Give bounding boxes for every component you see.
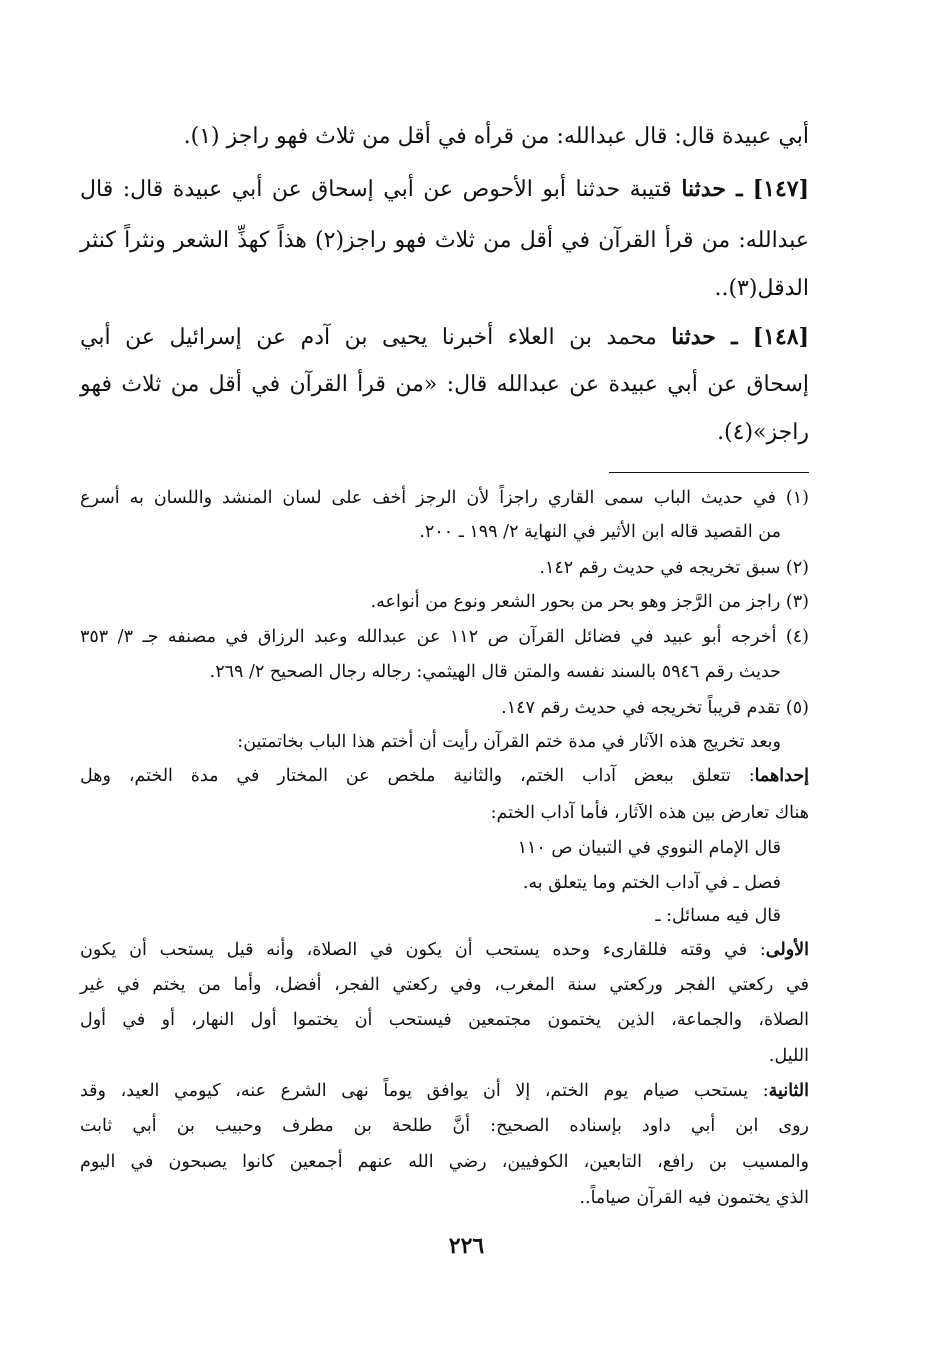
note-line xyxy=(80,766,809,786)
hadith-147-line xyxy=(80,176,809,202)
main-line-text: محمد بن العلاء أخبرنا يحيى بن آدم عن إسرائيل عن أبي xyxy=(80,325,672,350)
hadith-number: [١٤٨] ـ حدثنا xyxy=(671,324,809,350)
note-line xyxy=(80,940,809,960)
note-line: فصل ـ في آداب الختم وما يتعلق به. xyxy=(522,873,781,893)
note-line-text: : تتعلق ببعض آداب الختم، والثانية ملخص عن المختار في مدة الختم، وهل xyxy=(80,766,755,786)
note-line: في ركعتي الفجر وركعتي سنة المغرب، وفي ركعتي الفجر، أفضل، وأما من يختم في غير xyxy=(80,975,809,995)
note-line xyxy=(80,1081,809,1101)
main-line: إسحاق عن أبي عبيدة عن عبدالله قال: «من قرأ القرآن في أقل من ثلاث فهو xyxy=(80,372,809,397)
hadith-number: [١٤٧] ـ حدثنا xyxy=(681,176,809,202)
main-line: راجز»(٤). xyxy=(717,420,809,445)
main-line: عبدالله: من قرأ القرآن في أقل من ثلاث فهو راجز(٢) هذاً كهذِّ الشعر ونثراً كنثر xyxy=(80,228,809,253)
note-heading: الثانية xyxy=(768,1081,809,1101)
main-line-text: قتيبة حدثنا أبو الأحوص عن أبي إسحاق عن أبي عبيدة قال: قال xyxy=(80,177,682,202)
footnote-line: (٥) تقدم قريباً تخريجه في حديث رقم ١٤٧. xyxy=(501,698,809,718)
note-line: قال فيه مسائل: ـ xyxy=(655,906,781,926)
page-number: ٢٢٦ xyxy=(448,1233,485,1259)
main-line: أبي عبيدة قال: قال عبدالله: من قرأه في أقل من ثلاث فهو راجز (١). xyxy=(183,124,809,149)
note-line: وبعد تخريج هذه الآثار في مدة ختم القرآن رأيت أن أختم هذا الباب بخاتمتين: xyxy=(237,732,781,752)
note-line: الليل. xyxy=(768,1046,809,1066)
footnote-line: (١) في حديث الباب سمى القاري راجزاً لأن الرجز أخف على لسان المنشد واللسان به أسرع xyxy=(80,488,809,508)
footnote-line: من القصيد قاله ابن الأثير في النهاية ٢/ ١٩٩ ـ ٢٠٠. xyxy=(419,522,781,542)
footnote-line: (٢) سبق تخريجه في حديث رقم ١٤٢. xyxy=(539,558,809,578)
note-line: الذي يختمون فيه القرآن صياماً.. xyxy=(579,1188,809,1208)
footnote-line: (٤) أخرجه أبو عبيد في فضائل القرآن ص ١١٢ عن عبدالله وعبد الرزاق في مصنفه جـ ٣/ ٣٥٣ xyxy=(80,627,809,647)
note-line-text: : يستحب صيام يوم الختم، إلا أن يوافق يوماً نهى الشرع عنه، كيومي العيد، وقد xyxy=(80,1081,769,1101)
note-line: قال الإمام النووي في التبيان ص ١١٠ xyxy=(517,838,781,858)
footnote-separator xyxy=(609,472,809,473)
hadith-148-line xyxy=(80,324,809,350)
note-line: روى ابن أبي داود بإسناده الصحيح: أنَّ طلحة بن مطرف وحبيب بن أبي ثابت xyxy=(80,1116,809,1136)
footnote-line: حديث رقم ٥٩٤٦ بالسند نفسه والمتن قال الهيثمي: رجاله رجال الصحيح ٢/ ٢٦٩. xyxy=(209,662,781,682)
note-line: هناك تعارض بين هذه الآثار، فأما آداب الختم: xyxy=(490,803,809,823)
main-line: الدقل(٣).. xyxy=(714,276,809,301)
note-heading: الأولى xyxy=(765,940,809,960)
note-line: الصلاة، والجماعة، الذين يختمون مجتمعين فيستحب أن يختموا أول النهار، أو في أول xyxy=(80,1010,809,1030)
note-heading: إحداهما xyxy=(754,766,809,786)
note-line-text: : في وقته فللقارىء وحده يستحب أن يكون في الصلاة، وأنه قيل يستحب أن يكون xyxy=(80,940,766,960)
note-line: والمسيب بن رافع، التابعين، الكوفيين، رضي الله عنهم أجمعين كانوا يصبحون في اليوم xyxy=(80,1152,809,1172)
footnote-line: (٣) راجز من الرَّجز وهو بحر من بحور الشعر ونوع من أنواعه. xyxy=(370,592,809,612)
